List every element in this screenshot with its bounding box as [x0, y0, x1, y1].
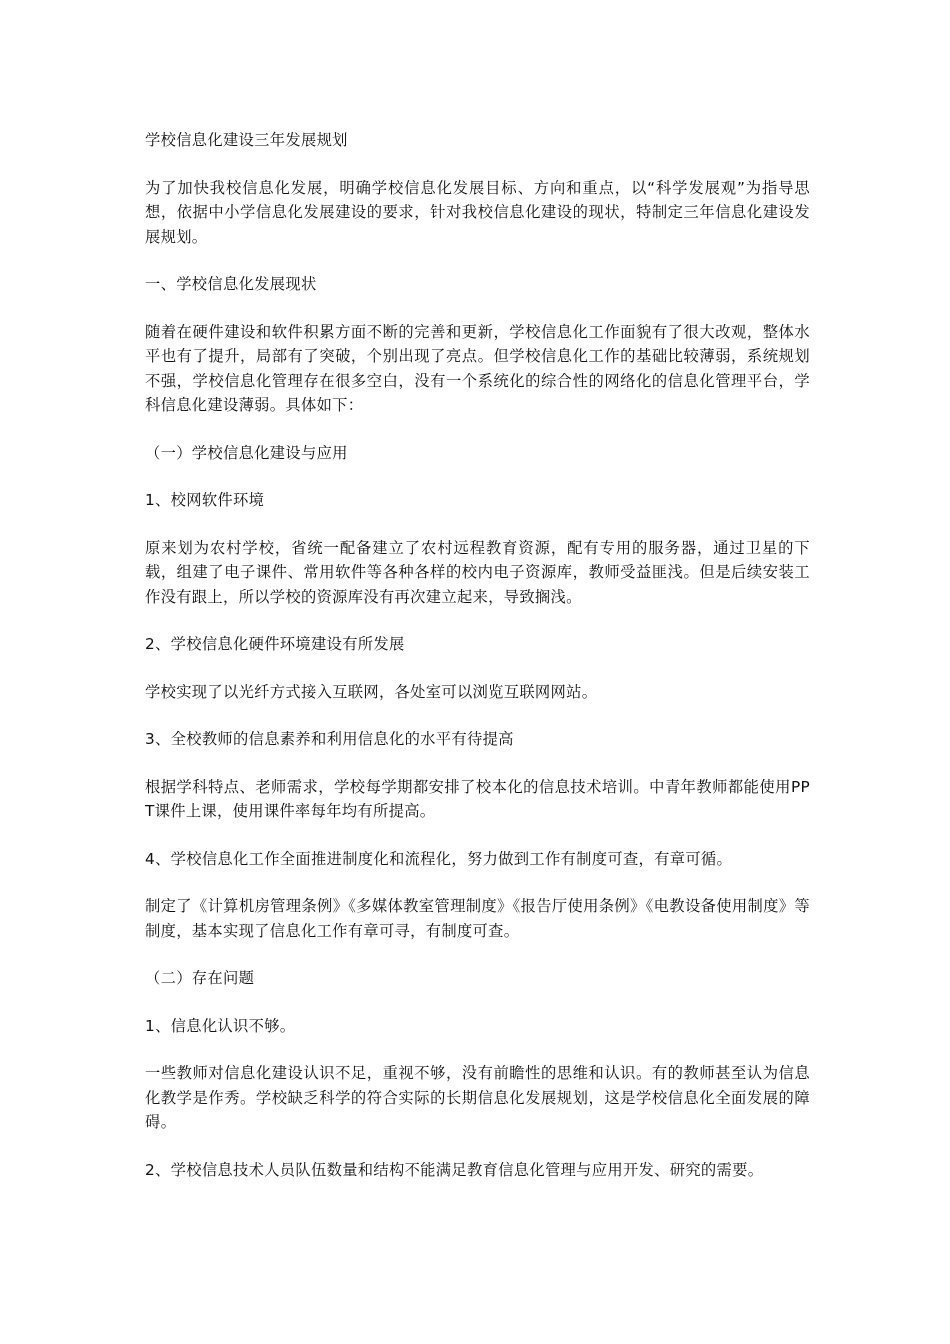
document-title: 学校信息化建设三年发展规划 — [145, 131, 348, 149]
item-heading: 3、全校教师的信息素养和利用信息化的水平有待提高 — [145, 730, 514, 748]
item-heading: 1、校网软件环境 — [145, 491, 265, 509]
body-paragraph: 制定了《计算机房管理条例》《多媒体教室管理制度》《报告厅使用条例》《电教设备使用制度》等制度，基本实现了信息化工作有章可寻，有制度可查。 — [145, 897, 810, 940]
body-paragraph: 原来划为农村学校，省统一配备建立了农村远程教育资源，配有专用的服务器，通过卫星的下载，组建了电子课件、常用软件等各种各样的校内电子资源库，教师受益匪浅。但是后续安装工作没有跟上，所以学校的资源库没有再次建立起来，导致搁浅。 — [145, 538, 810, 606]
section-heading: 一、学校信息化发展现状 — [145, 275, 317, 293]
item-heading: 2、学校信息技术人员队伍数量和结构不能满足教育信息化管理与应用开发、研究的需要。 — [145, 1160, 764, 1179]
intro-paragraph: 为了加快我校信息化发展，明确学校信息化发展目标、方向和重点，以“科学发展观”为指导思想，依据中小学信息化发展建设的要求，针对我校信息化建设的现状，特制定三年信息化建设发展规划。 — [145, 178, 810, 246]
item-heading: 2、学校信息化硬件环境建设有所发展 — [145, 635, 405, 653]
body-paragraph: 随着在硬件建设和软件积累方面不断的完善和更新，学校信息化工作面貌有了很大改观，整体水平也有了提升，局部有了突破，个别出现了亮点。但学校信息化工作的基础比较薄弱，系统规划不强，学校信息化管理存在很多空白，没有一个系统化的综合性的网络化的信息化管理平台，学科信息化建设薄弱。具体如下： — [145, 322, 810, 414]
subsection-heading: （二）存在问题 — [145, 969, 255, 987]
document-page — [145, 128, 810, 1205]
subsection-heading: （一）学校信息化建设与应用 — [145, 443, 348, 462]
body-paragraph: 学校实现了以光纤方式接入互联网，各处室可以浏览互联网网站。 — [145, 682, 598, 701]
body-paragraph: 一些教师对信息化建设认识不足，重视不够，没有前瞻性的思维和认识。有的教师甚至认为信息化教学是作秀。学校缺乏科学的符合实际的长期信息化发展规划，这是学校信息化全面发展的障碍。 — [145, 1064, 810, 1131]
item-heading: 4、学校信息化工作全面推进制度化和流程化，努力做到工作有制度可查，有章可循。 — [145, 849, 733, 868]
item-heading: 1、信息化认识不够。 — [145, 1016, 296, 1035]
body-paragraph: 根据学科特点、老师需求，学校每学期都安排了校本化的信息技术培训。中青年教师都能使用PPT课件上课，使用课件率每年均有所提高。 — [145, 777, 810, 820]
